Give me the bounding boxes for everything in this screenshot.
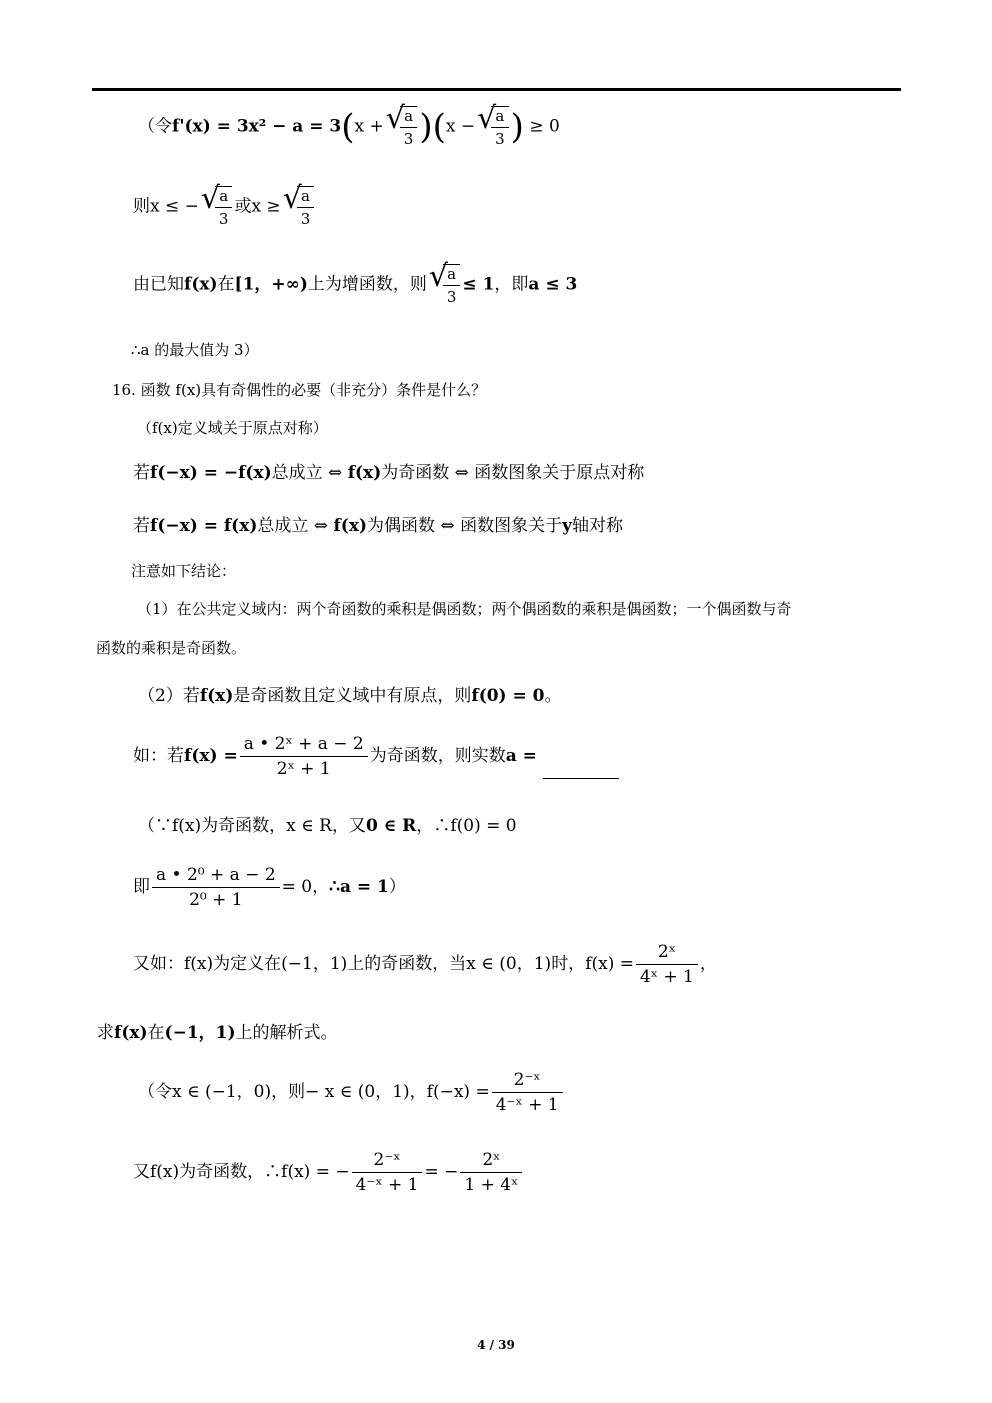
line-odd-function [133, 458, 644, 483]
line-let-x [138, 1070, 565, 1115]
formula: f(x) [184, 274, 218, 295]
formula: f(x) [347, 463, 382, 483]
formula: x + [354, 116, 384, 137]
fraction [460, 1150, 522, 1195]
line-conclusion-2 [138, 681, 562, 706]
formula: (−1，1) [281, 954, 348, 974]
frac-num: a [443, 265, 461, 286]
frac-den: 3 [403, 130, 414, 148]
frac-den: 4⁻ˣ + 1 [355, 1175, 419, 1195]
text: 时， [551, 954, 586, 974]
text: 在 [147, 1023, 165, 1043]
formula: f(x) [333, 516, 368, 536]
page-number: 4 / 39 [477, 1338, 515, 1352]
text: ， [409, 1082, 427, 1102]
formula: ≥ 0 [529, 116, 560, 137]
text: （2）若 [138, 686, 200, 706]
text: ，则 [271, 1082, 306, 1102]
text: （令 [138, 1082, 172, 1102]
text: ） [388, 877, 406, 897]
line-example-1 [133, 734, 619, 779]
text: 又如： [133, 954, 184, 974]
frac-num: 2ˣ [460, 1150, 522, 1173]
frac-den: 3 [218, 210, 229, 228]
line-example-2 [133, 942, 717, 987]
formula: ∴f(x) = − [264, 1162, 350, 1182]
frac-den: 4ˣ + 1 [639, 967, 694, 987]
line-conclusion-1: （1）在公共定义域内：两个奇函数的乘积是偶函数；两个偶函数的乘积是偶函数；一个偶函数与奇 [137, 600, 792, 618]
formula: a ≤ 3 [528, 274, 578, 295]
formula: f(x) [172, 816, 202, 836]
formula: x ∈ R [286, 816, 332, 836]
text: 即 [133, 877, 150, 897]
formula: f(−x) = −f(x) [150, 463, 272, 483]
text: 总成立 ⇔ [257, 516, 334, 536]
text: 若 [133, 516, 150, 536]
line-interval [133, 181, 316, 228]
fraction [152, 865, 280, 910]
formula: [1，+∞) [234, 274, 308, 295]
line-max-a: ∴a 的最大值为 3） [131, 341, 259, 359]
formula: − x ∈ (0，1) [305, 1082, 410, 1102]
frac-num: a [491, 107, 509, 128]
sqrt: √ $\frac{a}{3}$ [477, 106, 509, 148]
formula: ∴a = 1 [329, 877, 389, 897]
formula: (−1，1) [164, 1023, 236, 1043]
line-even-function [133, 511, 623, 536]
frac-num: 2⁻ˣ [492, 1070, 563, 1093]
formula: = − [424, 1162, 459, 1182]
text: 轴对称 [571, 516, 623, 536]
fraction [492, 1070, 563, 1115]
line-find-expression [97, 1018, 338, 1043]
fraction [636, 942, 698, 987]
formula: a = [505, 746, 537, 766]
text: 求 [97, 1023, 114, 1043]
formula: f(x) [114, 1023, 148, 1043]
frac-num: a [400, 107, 418, 128]
sqrt: √ $\frac{a}{3}$ [283, 186, 315, 228]
frac-den: 1 + 4ˣ [464, 1175, 519, 1195]
frac-den: 3 [446, 288, 457, 306]
formula: f(x) [184, 954, 214, 974]
text: 或 [234, 196, 252, 217]
text: ，即 [494, 274, 529, 295]
formula: x − [445, 116, 476, 137]
text: 是奇函数且定义域中有原点，则 [233, 686, 472, 706]
question-16 [112, 379, 486, 400]
formula: x ≤ − [150, 196, 199, 217]
frac-den: 2⁰ + 1 [189, 890, 243, 910]
text: ，又 [331, 816, 366, 836]
frac-num: a [215, 187, 233, 208]
text: 若 [133, 463, 150, 483]
frac-den: 3 [495, 130, 505, 148]
frac-den: 2ˣ + 1 [276, 759, 331, 779]
question-text: 函数 f(x)具有奇偶性的必要（非充分）条件是什么？ [140, 381, 487, 399]
line-derivative: （令f'(x) = 3x² − a = 3(x + √ $\frac{a}{3}$ )(x − √ $\frac{a}{3}$ ) ≥ 0 [138, 101, 560, 148]
line-note: 注意如下结论： [131, 562, 237, 580]
text: = 0， [281, 877, 330, 897]
formula: y [562, 516, 572, 536]
text: 。 [544, 686, 562, 706]
formula: f(0) = 0 [471, 686, 545, 706]
text: 为定义在 [213, 954, 282, 974]
line-substitution [133, 865, 406, 910]
text: ， [699, 954, 717, 974]
header-rule [92, 88, 901, 91]
line-result [133, 1150, 524, 1195]
sqrt: √ $\frac{a}{3}$ [429, 264, 461, 306]
text: 上为增函数，则 [307, 274, 427, 295]
text: 在 [217, 274, 235, 295]
text: 如：若 [133, 746, 184, 766]
formula: 0 ∈ R [365, 816, 417, 836]
text: 为奇函数 ⇔ 函数图象关于原点对称 [381, 463, 645, 483]
answer-blank [543, 760, 619, 779]
frac-den: 4⁻ˣ + 1 [495, 1095, 559, 1115]
question-number: 16. [112, 381, 136, 399]
formula: f(x) [199, 686, 234, 706]
formula: ∴f(0) = 0 [433, 816, 517, 836]
frac-den: 3 [300, 210, 311, 228]
sqrt: √ $\frac{a}{3}$ [201, 186, 233, 228]
text: 总成立 ⇔ [271, 463, 348, 483]
text: 上的奇函数，当 [347, 954, 467, 974]
text: 为奇函数， [179, 1162, 265, 1182]
formula: f(x) = [585, 954, 634, 974]
line-reasoning [138, 811, 517, 836]
fraction [240, 734, 368, 779]
formula: x ∈ (0，1) [466, 954, 552, 974]
frac-num: 2⁻ˣ [352, 1150, 423, 1173]
formula: f(x) [150, 1162, 180, 1182]
fraction [352, 1150, 423, 1195]
formula: f(−x) = [426, 1082, 490, 1102]
frac-num: a • 2ˣ + a − 2 [240, 734, 368, 757]
text: 为奇函数， [201, 816, 287, 836]
line-domain-symmetric: （f(x)定义域关于原点对称） [137, 419, 328, 437]
formula: ≤ 1 [462, 274, 495, 295]
sqrt: √ $\frac{a}{3}$ [386, 106, 418, 148]
text: 又 [133, 1162, 150, 1182]
line-increasing [133, 259, 578, 306]
text: 为奇函数，则实数 [369, 746, 506, 766]
formula: f(x) = [184, 746, 238, 766]
text: （令 [138, 116, 172, 137]
text: ， [416, 816, 434, 836]
text: 则 [133, 196, 150, 217]
formula: x ∈ (−1，0) [172, 1082, 272, 1102]
formula: f'(x) = 3x² − a = 3 [172, 116, 342, 137]
text: 由已知 [133, 274, 184, 295]
line-conclusion-1-cont: 函数的乘积是奇函数。 [96, 639, 247, 657]
frac-num: 2ˣ [636, 942, 698, 965]
text: （∵ [138, 816, 172, 836]
formula: f(−x) = f(x) [150, 516, 258, 536]
frac-num: a [297, 187, 315, 208]
text: 为偶函数 ⇔ 函数图象关于 [367, 516, 563, 536]
frac-num: a • 2⁰ + a − 2 [152, 865, 280, 888]
text: 上的解析式。 [235, 1023, 338, 1043]
formula: x ≥ [251, 196, 281, 217]
